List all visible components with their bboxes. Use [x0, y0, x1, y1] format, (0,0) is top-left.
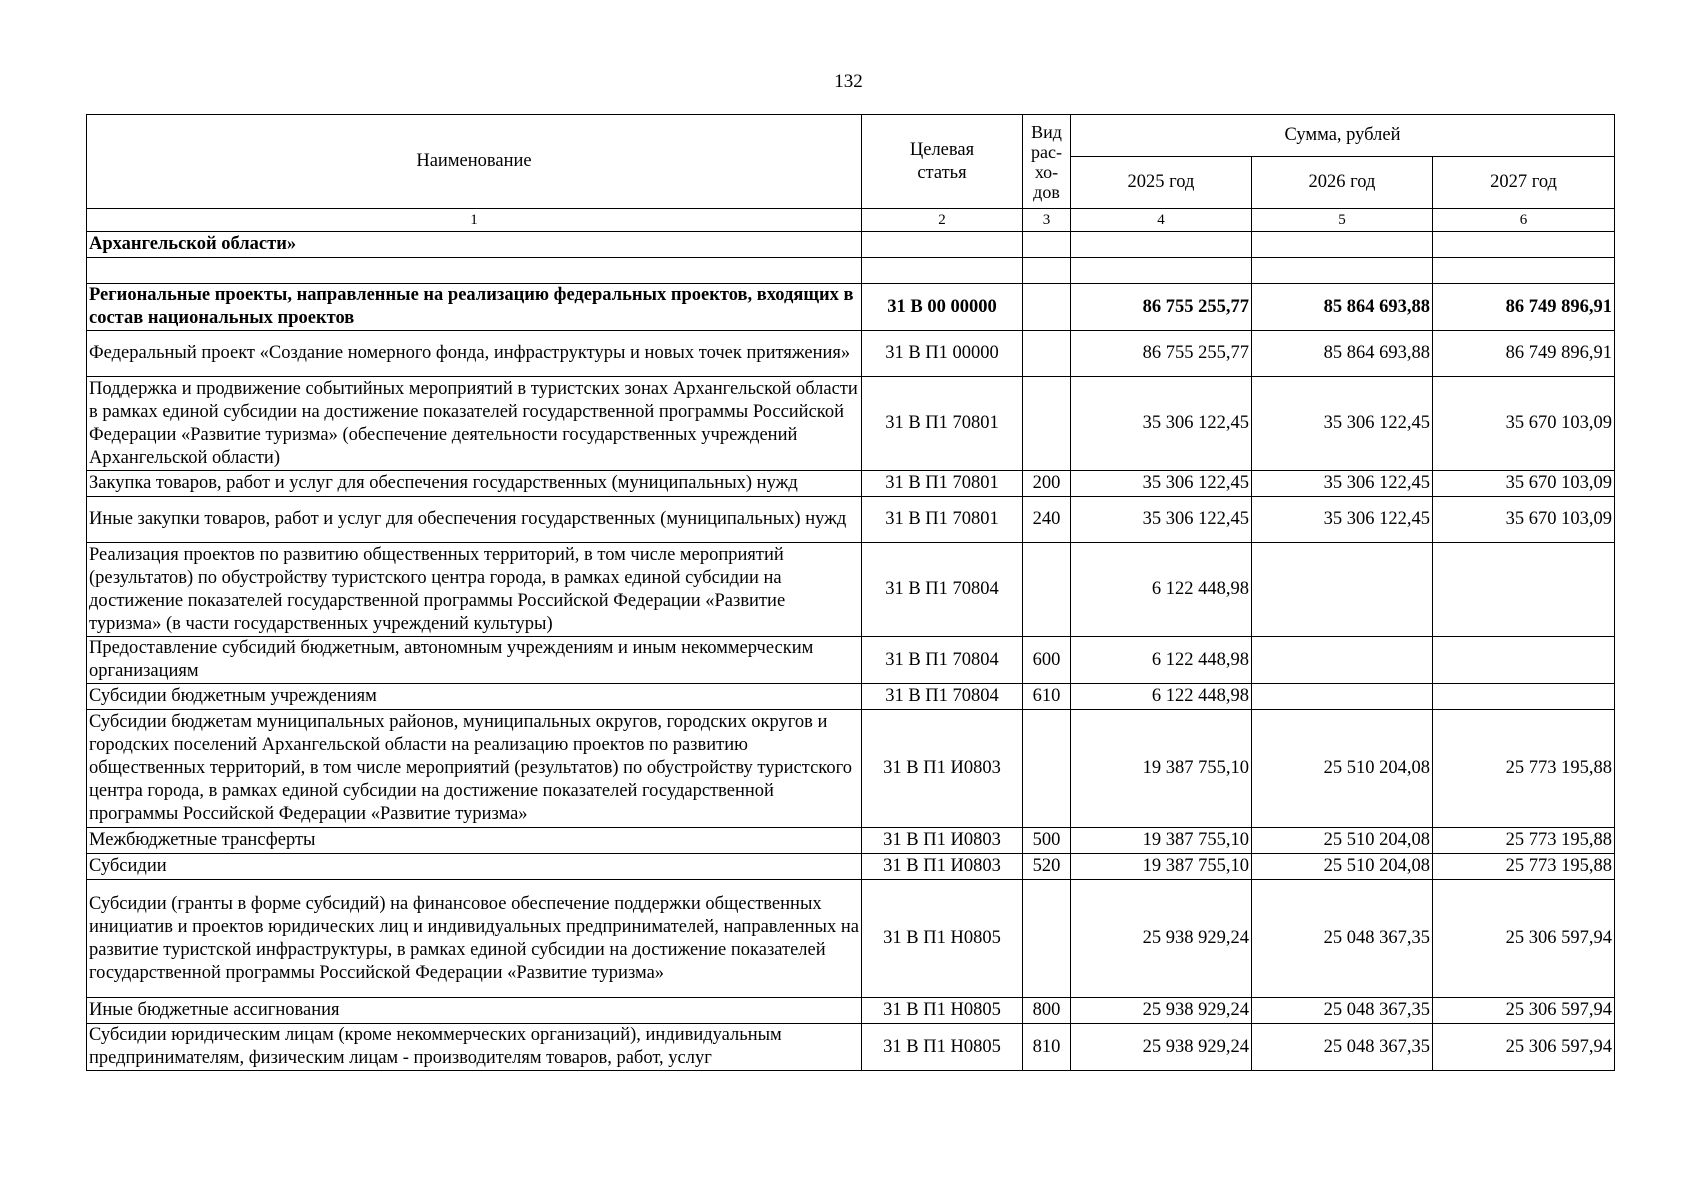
header-expense-type-line: Вид: [1031, 121, 1062, 142]
row-amount-2027: [1433, 684, 1615, 710]
row-name: Реализация проектов по развитию общественных территорий, в том числе мероприятий (результатов) по обустройству туристского центра города, в рамках единой субсидии на достижение показателей государственной программы Российской Федерации «Развитие туризма» (в части государственных учреждений культуры): [87, 543, 862, 637]
row-amount-2027: 86 749 896,91: [1433, 284, 1615, 331]
row-target-article: 31 В П1 Н0805: [862, 880, 1023, 998]
row-name: Субсидии: [87, 854, 862, 880]
budget-table: [86, 114, 1615, 1071]
table-row: [87, 880, 1615, 998]
row-expense-type: 200: [1023, 471, 1071, 497]
row-amount-2025: 19 387 755,10: [1071, 710, 1252, 828]
row-amount-2025: 6 122 448,98: [1071, 543, 1252, 637]
table-row: [87, 998, 1615, 1024]
row-expense-type: [1023, 331, 1071, 377]
table-row: [87, 543, 1615, 637]
table-row: [87, 258, 1615, 284]
row-amount-2027: [1433, 232, 1615, 258]
table-row: [87, 331, 1615, 377]
table-row: [87, 710, 1615, 828]
header-target-article-line1: Целевая: [909, 139, 975, 160]
header-year-2027: 2027 год: [1433, 157, 1615, 209]
row-expense-type: [1023, 543, 1071, 637]
row-name: Архангельской области»: [87, 232, 862, 258]
row-target-article: 31 В П1 70801: [862, 471, 1023, 497]
table-row: [87, 284, 1615, 331]
row-amount-2025: 35 306 122,45: [1071, 471, 1252, 497]
table-row: [87, 684, 1615, 710]
row-amount-2026: [1252, 232, 1433, 258]
column-number: 4: [1071, 209, 1252, 232]
row-name: Субсидии юридическим лицам (кроме некоммерческих организаций), индивидуальным предпринимателям, физическим лицам - производителям товаров, работ, услуг: [87, 1024, 862, 1071]
row-amount-2026: [1252, 543, 1433, 637]
table-row: [87, 854, 1615, 880]
row-amount-2025: 86 755 255,77: [1071, 284, 1252, 331]
row-name: Поддержка и продвижение событийных мероприятий в туристских зонах Архангельской области в рамках единой субсидии на достижение показателей государственной программы Российской Федерации «Развитие туризма» (обеспечение деятельности государственных учреждений Архангельской области): [87, 377, 862, 471]
row-expense-type: [1023, 710, 1071, 828]
row-target-article: 31 В П1 70801: [862, 377, 1023, 471]
row-expense-type: 500: [1023, 828, 1071, 854]
row-target-article: [862, 232, 1023, 258]
row-expense-type: 810: [1023, 1024, 1071, 1071]
row-amount-2026: [1252, 258, 1433, 284]
row-amount-2027: [1433, 637, 1615, 684]
row-name: Субсидии бюджетным учреждениям: [87, 684, 862, 710]
header-target-article: [862, 115, 1023, 209]
row-target-article: 31 В П1 Н0805: [862, 998, 1023, 1024]
row-amount-2025: 35 306 122,45: [1071, 497, 1252, 543]
row-target-article: 31 В П1 70804: [862, 637, 1023, 684]
row-amount-2026: 35 306 122,45: [1252, 497, 1433, 543]
row-name: Федеральный проект «Создание номерного фонда, инфраструктуры и новых точек притяжения»: [87, 331, 862, 377]
row-amount-2027: 25 773 195,88: [1433, 828, 1615, 854]
row-amount-2026: 25 048 367,35: [1252, 880, 1433, 998]
row-amount-2025: 25 938 929,24: [1071, 880, 1252, 998]
row-amount-2025: [1071, 232, 1252, 258]
header-sum: Сумма, рублей: [1071, 115, 1615, 157]
row-amount-2025: 19 387 755,10: [1071, 828, 1252, 854]
row-target-article: 31 В П1 И0803: [862, 710, 1023, 828]
row-amount-2026: 35 306 122,45: [1252, 471, 1433, 497]
row-amount-2027: 25 306 597,94: [1433, 1024, 1615, 1071]
page-number: 132: [834, 71, 863, 92]
row-expense-type: 800: [1023, 998, 1071, 1024]
header-expense-type-line: рас-: [1031, 141, 1062, 162]
header-year-2025: 2025 год: [1071, 157, 1252, 209]
row-name: Межбюджетные трансферты: [87, 828, 862, 854]
table-row: [87, 471, 1615, 497]
row-expense-type: 610: [1023, 684, 1071, 710]
header-name: Наименование: [87, 115, 862, 209]
row-expense-type: [1023, 880, 1071, 998]
table-row: [87, 1024, 1615, 1071]
row-target-article: 31 В П1 70801: [862, 497, 1023, 543]
row-amount-2026: 85 864 693,88: [1252, 284, 1433, 331]
row-amount-2025: 25 938 929,24: [1071, 998, 1252, 1024]
row-amount-2026: 25 048 367,35: [1252, 1024, 1433, 1071]
row-amount-2027: 25 773 195,88: [1433, 854, 1615, 880]
row-expense-type: [1023, 284, 1071, 331]
row-target-article: 31 В П1 И0803: [862, 854, 1023, 880]
header-year-2026: 2026 год: [1252, 157, 1433, 209]
row-amount-2026: 25 048 367,35: [1252, 998, 1433, 1024]
row-name: Региональные проекты, направленные на реализацию федеральных проектов, входящих в состав национальных проектов: [87, 284, 862, 331]
row-target-article: 31 В П1 00000: [862, 331, 1023, 377]
row-target-article: [862, 258, 1023, 284]
row-amount-2027: 35 670 103,09: [1433, 377, 1615, 471]
row-amount-2025: 6 122 448,98: [1071, 684, 1252, 710]
table-row: [87, 377, 1615, 471]
column-number: 3: [1023, 209, 1071, 232]
row-amount-2027: 25 773 195,88: [1433, 710, 1615, 828]
row-expense-type: [1023, 232, 1071, 258]
column-number: 1: [87, 209, 862, 232]
row-amount-2026: 35 306 122,45: [1252, 377, 1433, 471]
row-name: [87, 258, 862, 284]
row-name: Иные закупки товаров, работ и услуг для обеспечения государственных (муниципальных) нужд: [87, 497, 862, 543]
column-number: 2: [862, 209, 1023, 232]
row-name: Закупка товаров, работ и услуг для обеспечения государственных (муниципальных) нужд: [87, 471, 862, 497]
row-amount-2026: 85 864 693,88: [1252, 331, 1433, 377]
row-target-article: 31 В 00 00000: [862, 284, 1023, 331]
row-amount-2027: [1433, 543, 1615, 637]
row-amount-2025: 86 755 255,77: [1071, 331, 1252, 377]
row-amount-2027: 35 670 103,09: [1433, 471, 1615, 497]
header-expense-type: [1023, 115, 1071, 209]
column-number: 6: [1433, 209, 1615, 232]
row-amount-2025: 6 122 448,98: [1071, 637, 1252, 684]
row-amount-2026: [1252, 637, 1433, 684]
column-numbers-row: [87, 209, 1615, 232]
row-name: Иные бюджетные ассигнования: [87, 998, 862, 1024]
row-amount-2026: 25 510 204,08: [1252, 854, 1433, 880]
header-target-article-line2: статья: [917, 162, 967, 183]
row-amount-2026: [1252, 684, 1433, 710]
row-amount-2025: 35 306 122,45: [1071, 377, 1252, 471]
row-amount-2025: 19 387 755,10: [1071, 854, 1252, 880]
row-name: Субсидии (гранты в форме субсидий) на финансовое обеспечение поддержки общественных инициатив и проектов юридических лиц и индивидуальных предпринимателей, направленных на развитие туристской инфраструктуры, в рамках единой субсидии на достижение показателей государственной программы Российской Федерации «Развитие туризма»: [87, 880, 862, 998]
row-name: Субсидии бюджетам муниципальных районов, муниципальных округов, городских округов и городских поселений Архангельской области на реализацию проектов по развитию общественных территорий, в том числе мероприятий (результатов) по обустройству туристского центра города, в рамках единой субсидии на достижение показателей государственной программы Российской Федерации «Развитие туризма»: [87, 710, 862, 828]
table-row: [87, 637, 1615, 684]
row-amount-2025: 25 938 929,24: [1071, 1024, 1252, 1071]
row-amount-2026: 25 510 204,08: [1252, 828, 1433, 854]
row-expense-type: 240: [1023, 497, 1071, 543]
row-target-article: 31 В П1 70804: [862, 684, 1023, 710]
row-expense-type: 600: [1023, 637, 1071, 684]
row-amount-2027: 35 670 103,09: [1433, 497, 1615, 543]
table-row: [87, 828, 1615, 854]
row-amount-2026: 25 510 204,08: [1252, 710, 1433, 828]
row-amount-2027: 25 306 597,94: [1433, 998, 1615, 1024]
header-expense-type-line: хо-: [1034, 161, 1059, 182]
row-name: Предоставление субсидий бюджетным, автономным учреждениям и иным некоммерческим организациям: [87, 637, 862, 684]
row-expense-type: [1023, 377, 1071, 471]
table-row: [87, 232, 1615, 258]
column-number: 5: [1252, 209, 1433, 232]
row-amount-2027: [1433, 258, 1615, 284]
row-expense-type: 520: [1023, 854, 1071, 880]
row-amount-2025: [1071, 258, 1252, 284]
table-body: [87, 232, 1615, 1071]
row-target-article: 31 В П1 Н0805: [862, 1024, 1023, 1071]
row-target-article: 31 В П1 И0803: [862, 828, 1023, 854]
row-expense-type: [1023, 258, 1071, 284]
row-amount-2027: 86 749 896,91: [1433, 331, 1615, 377]
table-row: [87, 497, 1615, 543]
row-target-article: 31 В П1 70804: [862, 543, 1023, 637]
header-expense-type-line: дов: [1033, 181, 1060, 202]
row-amount-2027: 25 306 597,94: [1433, 880, 1615, 998]
